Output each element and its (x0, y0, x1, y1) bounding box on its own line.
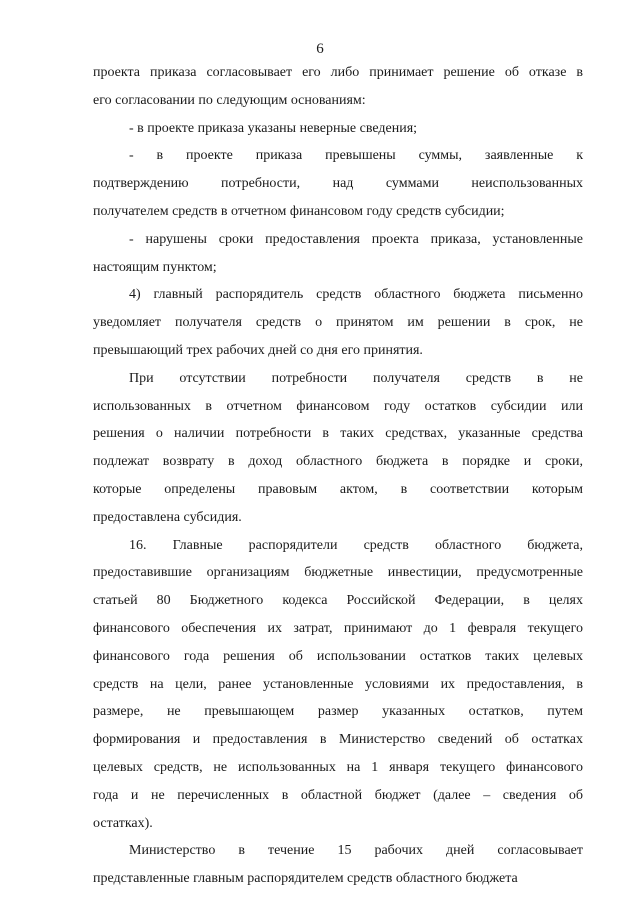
text-line: 4) главный распорядитель средств областного бюджета письменно (129, 287, 583, 303)
text-line: целевых средств, не использованных на 1 января текущего финансового (93, 759, 583, 775)
text-line: остатках). (93, 815, 153, 831)
text-line: подтверждению потребности, над суммами неиспользованных (93, 176, 583, 192)
text-line: предоставившие организациям бюджетные инвестиции, предусмотренные (93, 565, 583, 581)
text-line: средств на цели, ранее установленные условиями их предоставления, в (93, 676, 583, 692)
text-line: статьей 80 Бюджетного кодекса Российской Федерации, в целях (93, 593, 583, 609)
text-line: года и не перечисленных в областной бюджет (далее – сведения об (93, 787, 583, 803)
text-line: - в проекте приказа указаны неверные сведения; (129, 120, 418, 136)
paragraph (93, 365, 583, 532)
text-line: Министерство в течение 15 рабочих дней согласовывает (129, 843, 583, 859)
text-line: подлежат возврату в доход областного бюджета в порядке и сроки, (93, 454, 583, 470)
paragraph (93, 115, 583, 143)
text-line: использованных в отчетном финансовом году остатков субсидии или (93, 398, 583, 414)
text-line: проекта приказа согласовывает его либо принимает решение об отказе в (93, 65, 583, 80)
text-line: При отсутствии потребности получателя средств в не (129, 370, 583, 386)
text-line: 16. Главные распорядители средств областного бюджета, (129, 537, 583, 553)
paragraph (93, 837, 583, 893)
paragraph (93, 226, 583, 282)
text-line: превышающий трех рабочих дней со дня его принятия. (93, 342, 423, 358)
text-line: формирования и предоставления в Министерство сведений об остатках (93, 732, 583, 748)
text-line: его согласовании по следующим основаниям: (93, 92, 366, 108)
text-line: - в проекте приказа превышены суммы, заявленные к (129, 148, 583, 164)
paragraph (93, 142, 583, 225)
text-line: размере, не превышающем размер указанных остатков, путем (93, 704, 583, 720)
text-line: предоставлена субсидия. (93, 509, 242, 525)
text-line: уведомляет получателя средств о принятом им решении в срок, не (93, 315, 583, 331)
text-line: получателем средств в отчетном финансовом году средств субсидии; (93, 203, 505, 219)
document-body (93, 59, 583, 893)
paragraph (93, 281, 583, 364)
text-line: - нарушены сроки предоставления проекта приказа, установленные (129, 231, 583, 247)
text-line: настоящим пунктом; (93, 259, 217, 275)
text-line: которые определены правовым актом, в соответствии которым (93, 481, 583, 497)
text-line: финансового года решения об использовании остатков таких целевых (93, 648, 583, 664)
text-line: представленные главным распорядителем средств областного бюджета (93, 871, 518, 887)
page-number: 6 (316, 41, 324, 57)
paragraph (93, 532, 583, 838)
paragraph (93, 59, 583, 115)
text-line: решения о наличии потребности в таких средствах, указанные средства (93, 426, 583, 442)
text-line: финансового обеспечения их затрат, принимают до 1 февраля текущего (93, 620, 583, 636)
